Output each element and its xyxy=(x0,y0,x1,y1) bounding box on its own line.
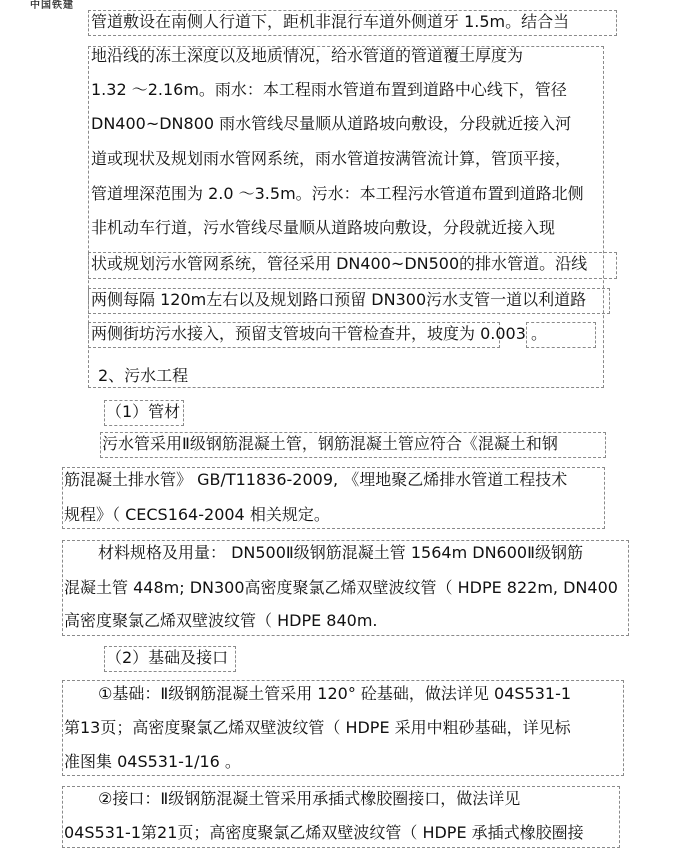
text-line: 管道敷设在南侧人行道下，距机非混行车道外侧道牙 1.5m。结合当 xyxy=(91,12,570,31)
text-line: 两侧街坊污水接入，预留支管坡向干管检查井，坡度为 0.003 。 xyxy=(91,324,547,343)
text-line: 1.32 ～2.16m。雨水：本工程雨水管道布置到道路中心线下，管径 xyxy=(91,80,567,99)
text-line: 道或现状及规划雨水管网系统，雨水管道按满管流计算，管顶平接， xyxy=(91,149,572,168)
section-heading: 2、污水工程 xyxy=(98,366,189,385)
text-line: 状或规划污水管网系统，管径采用 DN400~DN500的排水管道。沿线 xyxy=(91,254,588,273)
text-line: 04S531-1第21页；高密度聚氯乙烯双壁波纹管（ HDPE 承插式橡胶圈接 xyxy=(64,823,584,842)
text-line: 第13页；高密度聚氯乙烯双壁波纹管（ HDPE 采用中粗砂基础，详见标 xyxy=(64,718,571,737)
text-line: 地沿线的冻土深度以及地质情况，给水管道的管道覆土厚度为 xyxy=(91,46,524,65)
text-line: 非机动车行道，污水管线尽量顺从道路坡向敷设，分段就近接入现 xyxy=(91,218,556,237)
text-line: 混凝土管 448m; DN300高密度聚氯乙烯双壁波纹管（ HDPE 822m, DN400 xyxy=(64,578,618,597)
subsection-heading: （2）基础及接口 xyxy=(106,648,229,667)
text-line: ①基础：Ⅱ级钢筋混凝土管采用 120° 砼基础，做法详见 04S531-1 xyxy=(98,684,572,703)
text-line: 两侧每隔 120m左右以及规划路口预留 DN300污水支管一道以利道路 xyxy=(91,290,587,309)
text-line: 准图集 04S531-1/16 。 xyxy=(64,752,241,771)
text-line: 筋混凝土排水管》 GB/T11836-2009, 《埋地聚乙烯排水管道工程技术 xyxy=(64,470,568,489)
text-line: 高密度聚氯乙烯双壁波纹管（ HDPE 840m. xyxy=(64,611,378,630)
text-line: 管道埋深范围为 2.0 ～3.5m。污水：本工程污水管道布置到道路北侧 xyxy=(91,184,584,203)
text-line: DN400~DN800 雨水管线尽量顺从道路坡向敷设，分段就近接入河 xyxy=(91,114,572,133)
text-line: 材料规格及用量： DN500Ⅱ级钢筋混凝土管 1564m DN600Ⅱ级钢筋 xyxy=(98,543,583,562)
subsection-heading: （1）管材 xyxy=(106,402,181,421)
text-line: ②接口：Ⅱ级钢筋混凝土管采用承插式橡胶圈接口，做法详见 xyxy=(98,789,521,808)
text-line: 污水管采用Ⅱ级钢筋混凝土管，钢筋混凝土管应符合《混凝土和钢 xyxy=(102,434,558,453)
company-logo: 中国铁建 xyxy=(30,0,74,11)
text-line: 规程》（ CECS164-2004 相关规定。 xyxy=(64,505,330,524)
